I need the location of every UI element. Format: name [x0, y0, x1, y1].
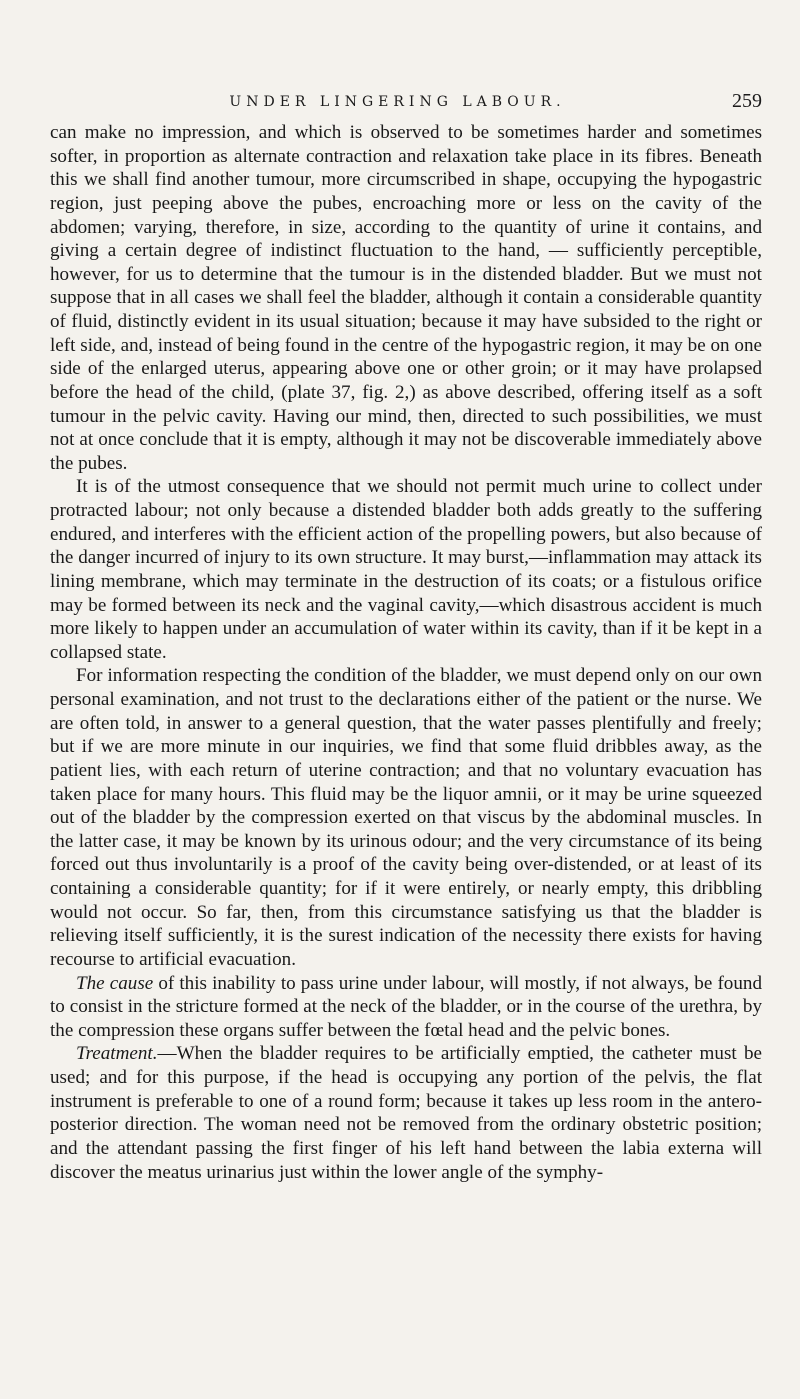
- paragraph-text: of this inability to pass urine under labour, will mostly, if not always, be found to consist in the stricture formed at the neck of the bladder, or in the course of the urethra, by the compression these organs suffer between the fœtal head and the pelvic bones.: [50, 972, 762, 1041]
- paragraph-treatment: [50, 1042, 762, 1184]
- paragraph-bladder-examination: [50, 664, 762, 971]
- paragraph-lead: The cause: [76, 972, 154, 994]
- paragraph-text: can make no impression, and which is observed to be sometimes harder and sometimes softer, in proportion as alternate contraction and relaxation take place in its fibres. Beneath this we shall find another tumour, more circumscribed in shape, occupying the hypogastric region, just peeping above the pubes, encroaching more or less on the cavity of the abdomen; varying, therefore, in size, according to the quantity of urine it contains, and giving a certain degree of indistinct fluctuation to the hand, — sufficiently perceptible, however, for us to determine that the tumour is in the distended bladder. But we must not suppose that in all cases we shall feel the bladder, although it contain a considerable quantity of fluid, distinctly evident in its usual situation; because it may have subsided to the right or left side, and, instead of being found in the centre of the hypogastric region, it may be on one side of the enlarged uterus, appearing above one or other groin; or it may have prolapsed before the head of the child, (plate 37, fig. 2,) as above described, offering itself as a soft tumour in the pelvic cavity. Having our mind, then, directed to such possibilities, we must not at once conclude that it is empty, although it may not be discoverable immediately above the pubes.: [50, 122, 762, 474]
- paragraph-lead: Treatment.: [76, 1043, 158, 1065]
- running-title: UNDER LINGERING LABOUR.: [229, 94, 566, 110]
- page-number: 259: [732, 90, 762, 112]
- paragraph-text: —When the bladder requires to be artificially emptied, the catheter must be used; and for this purpose, if the head is occupying any portion of the pelvis, the flat instrument is preferable to one of a round form; because it takes up less room in the antero-posterior direction. The woman need not be removed from the ordinary obstetric position; and the attendant passing the first finger of his left hand between the labia externa will discover the meatus urinarius just within the lower angle of the symphy-: [50, 1043, 762, 1183]
- paragraph-urine-collection: [50, 475, 762, 664]
- paragraph-bladder-tumour: [50, 121, 762, 475]
- paragraph-text: For information respecting the condition of the bladder, we must depend only on our own personal examination, and not trust to the declarations either of the patient or the nurse. We are often told, in answer to a general question, that the water passes plentifully and freely; but if we are more minute in our inquiries, we find that some fluid dribbles away, as the patient lies, with each return of uterine contraction; and that no voluntary evacuation has taken place for many hours. This fluid may be the liquor amnii, or it may be urine squeezed out of the bladder by the compression exerted on that viscus by the abdominal muscles. In the latter case, it may be known by its urinous odour; and the very circumstance of its being forced out thus involuntarily is a proof of the cavity being over-distended, or at least of its containing a considerable quantity; for if it were entirely, or nearly empty, this dribbling would not occur. So far, then, from this circumstance satisfying us that the bladder is relieving itself sufficiently, it is the surest indication of the necessity there exists for having recourse to artificial evacuation.: [50, 665, 762, 970]
- body-text: [50, 121, 762, 1184]
- paragraph-text: It is of the utmost consequence that we should not permit much urine to collect under protracted labour; not only because a distended bladder both adds greatly to the suffering endured, and interferes with the efficient action of the propelling powers, but also because of the danger incurred of injury to its own structure. It may burst,—inflammation may attack its lining membrane, which may terminate in the destruction of its coats; or a fistulous orifice may be formed between its neck and the vaginal cavity,—which disastrous accident is much more likely to happen under an accumulation of water within its cavity, than if it be kept in a collapsed state.: [50, 476, 762, 663]
- paragraph-the-cause: [50, 972, 762, 1043]
